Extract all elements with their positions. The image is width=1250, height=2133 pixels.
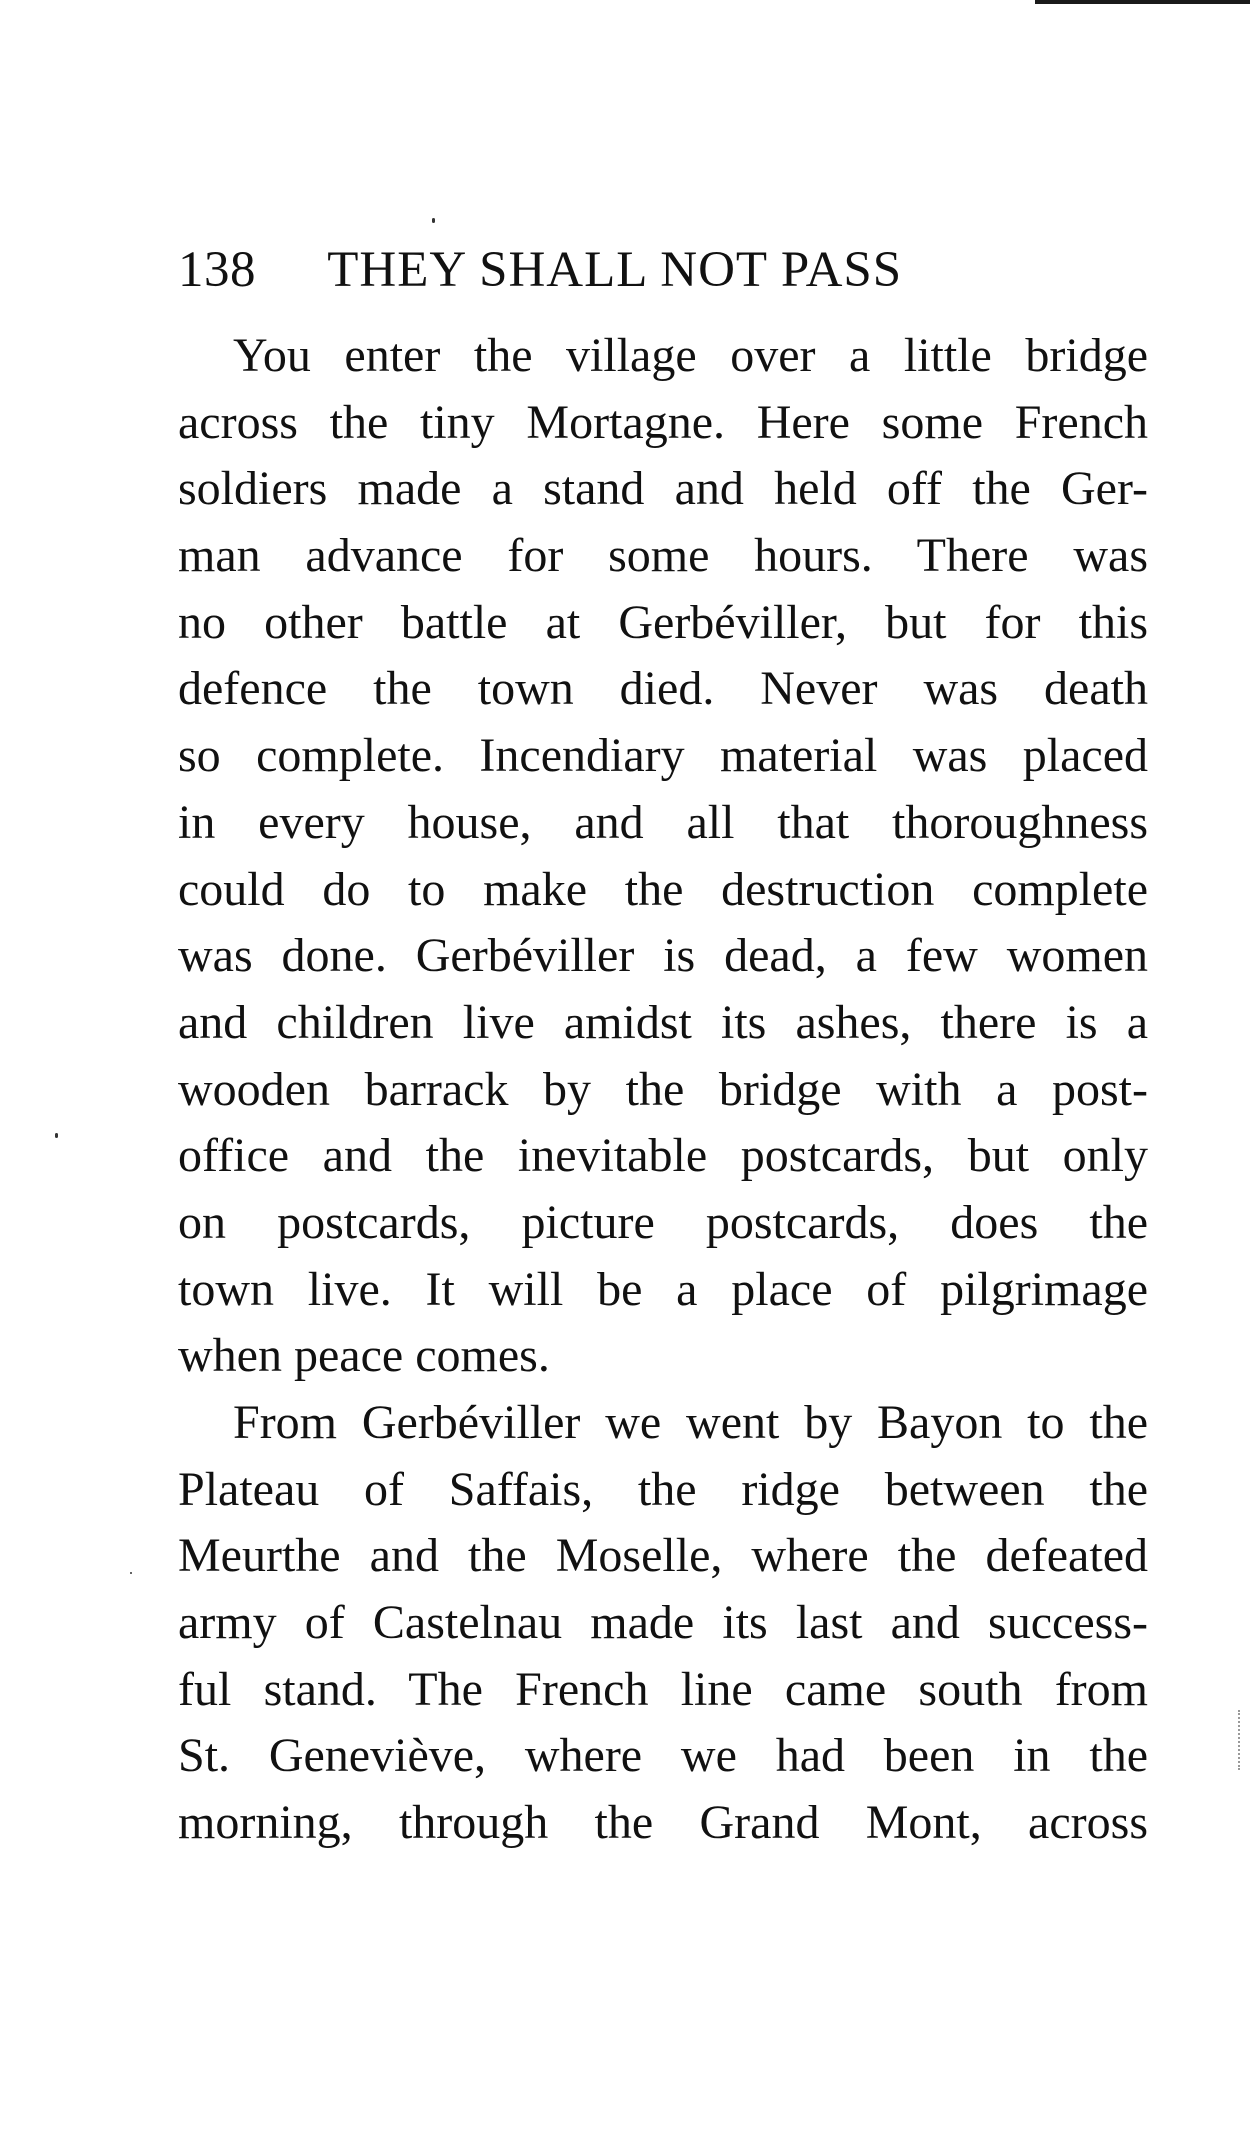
text-line: and children live amidst its ashes, there is a	[178, 995, 1148, 1049]
running-head	[178, 240, 1078, 300]
scan-speck	[55, 1133, 58, 1138]
text-line: no other battle at Gerbéviller, but for this	[178, 595, 1148, 649]
text-line: on postcards, picture postcards, does the	[178, 1195, 1148, 1249]
text-line: office and the inevitable postcards, but only	[178, 1129, 1148, 1183]
text-line: defence the town died. Never was death	[178, 662, 1148, 716]
text-line: across the tiny Mortagne. Here some French	[178, 395, 1148, 449]
text-line: wooden barrack by the bridge with a post-	[178, 1062, 1148, 1116]
scan-speck	[130, 1572, 132, 1574]
paragraph	[178, 323, 1148, 1390]
text-line: Meurthe and the Moselle, where the defeated	[178, 1529, 1148, 1583]
text-line: From Gerbéviller we went by Bayon to the	[233, 1396, 1148, 1449]
text-line: morning, through the Grand Mont, across	[178, 1796, 1148, 1850]
running-title: THEY SHALL NOT PASS	[327, 242, 903, 298]
scan-edge-marks	[1238, 1710, 1242, 1770]
body-text	[178, 323, 1148, 1857]
page-number: 138	[178, 242, 256, 298]
text-line: army of Castelnau made its last and success-	[178, 1596, 1148, 1650]
scan-speck	[432, 218, 435, 223]
text-line: was done. Gerbéviller is dead, a few women	[178, 929, 1148, 983]
text-line: St. Geneviève, where we had been in the	[178, 1729, 1148, 1783]
paragraph	[178, 1390, 1148, 1857]
text-line: town live. It will be a place of pilgrimage	[178, 1262, 1148, 1316]
text-line: ful stand. The French line came south from	[178, 1662, 1148, 1716]
top-edge-rule	[1035, 0, 1250, 4]
text-line: so complete. Incendiary material was placed	[178, 729, 1148, 783]
text-line: You enter the village over a little bridge	[233, 329, 1148, 382]
text-line: when peace comes.	[178, 1329, 550, 1383]
text-line: could do to make the destruction complete	[178, 862, 1148, 916]
text-line: soldiers made a stand and held off the Ger-	[178, 462, 1148, 516]
text-line: in every house, and all that thoroughness	[178, 795, 1148, 849]
text-line: Plateau of Saffais, the ridge between the	[178, 1462, 1148, 1516]
text-line: man advance for some hours. There was	[178, 529, 1148, 583]
